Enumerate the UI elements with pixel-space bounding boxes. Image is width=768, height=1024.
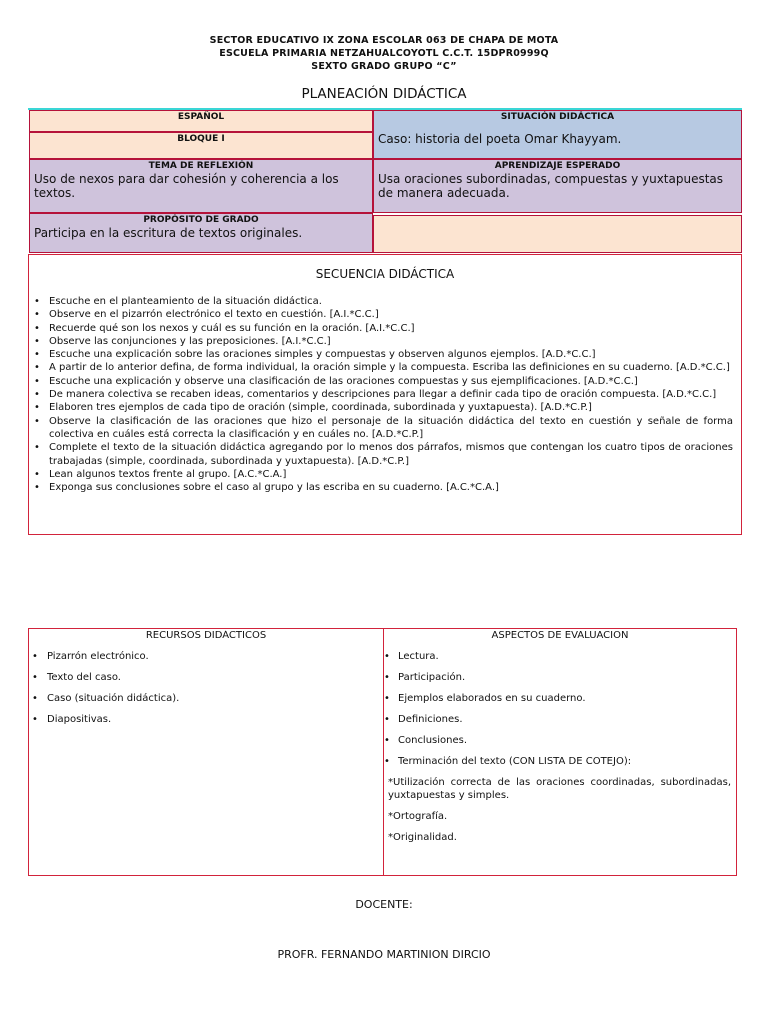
didactic-resources-list <box>29 650 383 726</box>
teacher-name: PROFR. FERNANDO MARTINION DIRCIO <box>277 948 491 961</box>
evaluation-item: • Ejemplos elaborados en su cuaderno. <box>384 692 736 705</box>
cell-didactic-situation <box>373 110 742 159</box>
resource-item: • Caso (situación didáctica). <box>29 692 383 705</box>
evaluation-aspects-list <box>384 650 736 844</box>
didactic-sequence-section <box>28 254 742 535</box>
cell-expected-learning <box>373 159 742 213</box>
didactic-sequence-list <box>29 295 741 494</box>
sequence-item: • Escuche en el planteamiento de la situación didáctica. <box>49 295 733 308</box>
evaluation-item: • Conclusiones. <box>384 734 736 747</box>
header-line-school: ESCUELA PRIMARIA NETZAHUALCOYOTL C.C.T. 15DPR0999Q <box>219 48 549 59</box>
sequence-item: • Recuerde qué son los nexos y cuál es su función en la oración. [A.I.*C.C.] <box>49 322 733 335</box>
evaluation-item: • Definiciones. <box>384 713 736 726</box>
didactic-situation-text: Caso: historia del poeta Omar Khayyam. <box>378 132 622 146</box>
grade-purpose-text: Participa en la escritura de textos originales. <box>34 226 303 240</box>
evaluation-item: • Terminación del texto (CON LISTA DE COTEJO): <box>384 755 736 768</box>
didactic-situation-label: SITUACIÓN DIDÁCTICA <box>500 112 615 122</box>
evaluation-criterion: *Originalidad. <box>388 832 457 843</box>
sequence-item: • A partir de lo anterior defina, de forma individual, la oración simple y la compuesta. Escriba las definiciones en su cuaderno. [A.D.*C.C.] <box>49 361 733 374</box>
page-title: PLANEACIÓN DIDÁCTICA <box>301 86 467 102</box>
grade-purpose-label: PROPÓSITO DE GRADO <box>143 215 259 225</box>
sequence-item: • Complete el texto de la situación didáctica agregando por lo menos dos párrafos, mismos que contengan los cuatro tipos de oraciones trabajadas (simple, coordinada, subordinada y yuxtapuesta). [A.D.*C.P.] <box>49 441 733 468</box>
sequence-item: • Escuche una explicación y observe una clasificación de las oraciones compuestas y sus ejemplificaciones. [A.D.*C.C.] <box>49 375 733 388</box>
sequence-item: • Escuche una explicación sobre las oraciones simples y compuestas y observen algunos ejemplos. [A.D.*C.C.] <box>49 348 733 361</box>
cell-empty <box>373 215 742 253</box>
sequence-item: • Observe en el pizarrón electrónico el texto en cuestión. [A.I.*C.C.] <box>49 308 733 321</box>
expected-learning-label: APRENDIZAJE ESPERADO <box>494 161 621 171</box>
sequence-item: • Observe la clasificación de las oraciones que hizo el personaje de la situación didáctica del texto en cuestión y señale de forma colectiva en cuáles está correcta la clasificación y en cuáles no. [A.D.*C.P.] <box>49 415 733 442</box>
cell-grade-purpose <box>29 213 373 253</box>
evaluation-aspects-box <box>383 628 737 876</box>
sequence-item: • Elaboren tres ejemplos de cada tipo de oración (simple, coordinada, subordinada y yuxtapuesta). [A.D.*C.P.] <box>49 401 733 414</box>
expected-learning-text: Usa oraciones subordinadas, compuestas y yuxtapuestas de manera adecuada. <box>378 172 724 200</box>
didactic-resources-title: RECURSOS DIDÁCTICOS <box>145 630 267 641</box>
didactic-resources-box <box>28 628 384 876</box>
evaluation-item: • Lectura. <box>384 650 736 663</box>
cell-block <box>29 132 373 159</box>
teacher-label: DOCENTE: <box>355 898 413 911</box>
sequence-item: • De manera colectiva se recaben ideas, comentarios y descripciones para llegar a definir cada tipo de oración compuesta. [A.D.*C.C.] <box>49 388 733 401</box>
evaluation-item: • Participación. <box>384 671 736 684</box>
subject-label: ESPAÑOL <box>177 112 225 122</box>
sequence-item: • Lean algunos textos frente al grupo. [A.C.*C.A.] <box>49 468 733 481</box>
resource-item: • Texto del caso. <box>29 671 383 684</box>
evaluation-aspects-title: ASPECTOS DE EVALUACIÓN <box>491 630 629 641</box>
evaluation-criterion: *Ortografía. <box>388 811 448 822</box>
sequence-item: • Observe las conjunciones y las preposiciones. [A.I.*C.C.] <box>49 335 733 348</box>
header-line-grade: SEXTO GRADO GRUPO “C” <box>311 61 457 72</box>
reflection-topic-label: TEMA DE REFLEXIÓN <box>148 161 254 171</box>
didactic-sequence-title: SECUENCIA DIDÁCTICA <box>315 267 455 281</box>
block-label: BLOQUE I <box>177 134 225 144</box>
reflection-topic-text: Uso de nexos para dar cohesión y coherencia a los textos. <box>34 172 339 200</box>
sequence-item: • Exponga sus conclusiones sobre el caso al grupo y las escriba en su cuaderno. [A.C.*C.A.] <box>49 481 733 494</box>
resource-item: • Pizarrón electrónico. <box>29 650 383 663</box>
evaluation-criterion: *Utilización correcta de las oraciones coordinadas, subordinadas, yuxtapuestas y simples. <box>388 777 731 801</box>
cell-subject <box>29 110 373 132</box>
header-line-sector: SECTOR EDUCATIVO IX ZONA ESCOLAR 063 DE CHAPA DE MOTA <box>209 35 559 46</box>
cell-reflection-topic <box>29 159 373 213</box>
resource-item: • Diapositivas. <box>29 713 383 726</box>
